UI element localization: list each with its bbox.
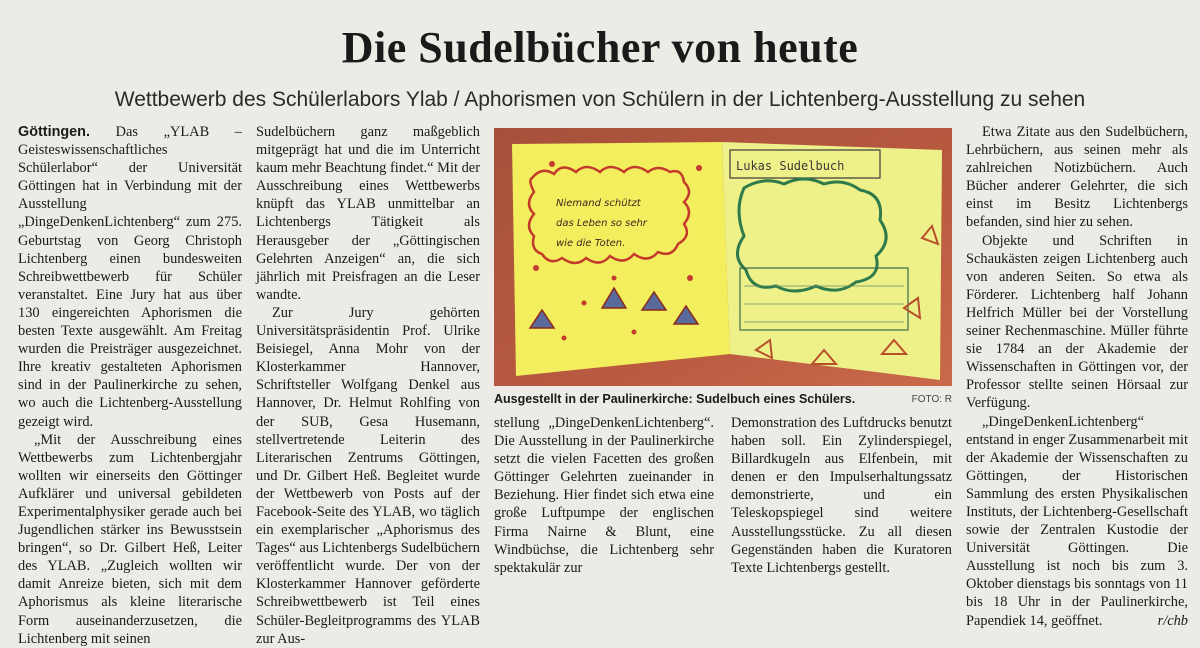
- photo-caption: Ausgestellt in der Paulinerkirche: Sudelbuch eines Schülers.: [494, 392, 856, 406]
- paragraph-text: Das „YLAB – Geisteswissenschaftliches Schülerlabor“ der Universität Göttingen hat in Verbindung mit der Ausstellung „DingeDenkenLichtenberg“ zum 275. Geburtstag von Georg Christoph Lichtenberg einen bundesweiten Schreibwettbewerb für Schüler veranstaltet. Eine Jury hat aus über 130 eingereichten Aphorismen die besten Texte ausgewählt. Am Freitag wurden die Preisträger ausgezeichnet. Ihre kreativ gestalteten Aphorismen sind in der Paulinerkirche zu sehen, wo auch die Lichtenberg-Ausstellung gezeigt wird.: [18, 124, 242, 430]
- sudelbuch-photo: [494, 128, 952, 386]
- article-column-3: [494, 414, 714, 577]
- photo-credit: FOTO: R: [911, 394, 952, 405]
- paragraph: Sudelbüchern ganz maßgeblich mitgeprägt hat und die im Unterricht kaum mehr Beachtung findet.“ Mit der Ausschreibung eines Wettbewerbs knüpft das YLAB unmittelbar an Lichtenbergs Tätigkeit als Herausgeber der „Göttingischen Gelehrten Anzeigen“ an, die sich jährlich mit Preisfragen an die Leser wandte.: [256, 124, 480, 303]
- subheadline: Wettbewerb des Schülerlabors Ylab / Aphorismen von Schülern in der Lichtenberg-Ausstellung zu sehen: [114, 88, 1086, 111]
- paragraph-text: „DingeDenkenLichtenberg“ entstand in enger Zusammenarbeit mit der Akademie der Wissenschaften zu Göttingen, der Historischen Sammlung des ersten Physikalischen Instituts, der Lichtenberg-Gesellschaft sowie der Zentralen Kustodie der Universität Göttingen. Die Ausstellung ist noch bis zum 3. Oktober dienstags bis sonntags von 11 bis 18 Uhr in der Paulinerkirche, Papendiek 14, geöffnet.: [966, 413, 1188, 629]
- article-column-4: [731, 414, 952, 577]
- paragraph: Objekte und Schriften in Schaukästen zeigen Lichtenberg auch von anderen Seiten. So etwa als Förderer. Lichtenberg half Johann Helfrich Müller bei der Vorstellung seiner Rechenmaschine. Müller führte sie 1784 an der Akademie der Wissenschaften in Göttingen vor, der Professor stellte seinen Hörsaal zur Verfügung.: [966, 232, 1188, 412]
- dateline: Göttingen.: [18, 124, 90, 140]
- article-column-2: [256, 123, 480, 648]
- card-handwriting-line-1: Niemand schützt: [556, 198, 641, 209]
- paragraph: [18, 123, 242, 431]
- paragraph: stellung „DingeDenkenLichtenberg“. Die Ausstellung in der Paulinerkirche setzt die vielen Facetten des großen Göttinger Gelehrten zueinander in Beziehung. Hier findet sich etwa eine große Luftpumpe der englischen Firma Nairne & Blunt, eine Windbüchse, die Lichtenberg sehr spektakulär zur: [494, 415, 714, 576]
- article-column-1: [18, 123, 242, 648]
- headline: Die Sudelbücher von heute: [341, 23, 859, 72]
- byline: r/chb: [1157, 612, 1188, 629]
- article-photo: [494, 128, 952, 386]
- article-column-5: [966, 123, 1188, 630]
- card-handwriting-line-3: wie die Toten.: [556, 238, 626, 249]
- card-title: Lukas Sudelbuch: [736, 159, 845, 173]
- card-handwriting-line-2: das Leben so sehr: [556, 218, 647, 229]
- paragraph: Etwa Zitate aus den Sudelbüchern, Lehrbüchern, aus seinen mehr als zahlreichen Notizbüchern. Auch Bücher anderer Gelehrter, die sich einst im Besitz Lichtenbergs befanden, sind hier zu sehen.: [966, 124, 1188, 231]
- paragraph: Demonstration des Luftdrucks benutzt haben soll. Ein Zylinderspiegel, Billardkugeln aus Elfenbein, mit denen er den Impulserhaltungssatz demonstrierte, und ein Teleskopspiegel sind weitere Ausstellungsstücke. Zu all diesen Gegenständen haben die Kuratoren Texte Lichtenbergs gestellt.: [731, 415, 953, 576]
- paragraph: „Mit der Ausschreibung eines Wettbewerbs zum Lichtenbergjahr wollten wir einerseits den Göttinger Aufklärer und universal gebildeten Experimentalphysiker gerade auch bei Jugendlichen stärker ins Bewusstsein bringen“, so Dr. Gilbert Heß, Leiter des YLAB. „Zugleich wollten wir damit Anreize bieten, sich mit dem Aphorismus als kleine literarische Form auseinanderzusetzen, die Lichtenberg mit seinen: [18, 431, 242, 647]
- paragraph: Zur Jury gehörten Universitätspräsidentin Prof. Ulrike Beisiegel, Anna Mohr von der Klosterkammer Hannover, Schriftsteller Wolfgang Denkel aus Hannover, Dr. Helmut Rohlfing von der SUB, Gesa Husemann, stellvertretende Leiterin des Literarischen Zentrums Göttingen, und Dr. Gilbert Heß. Begleitet wurde der Wettbewerb von Posts auf der Facebook-Seite des YLAB, wo täglich ein exemplarischer „Aphorismus des Tages“ aus Lichtenbergs Sudelbüchern veröffentlicht wurde. Der von der Klosterkammer Hannover geförderte Schreibwettbewerb ist Teil eines Schüler-Begleitprogramms des YLAB zur Aus-: [256, 304, 480, 647]
- paragraph: [966, 413, 1188, 630]
